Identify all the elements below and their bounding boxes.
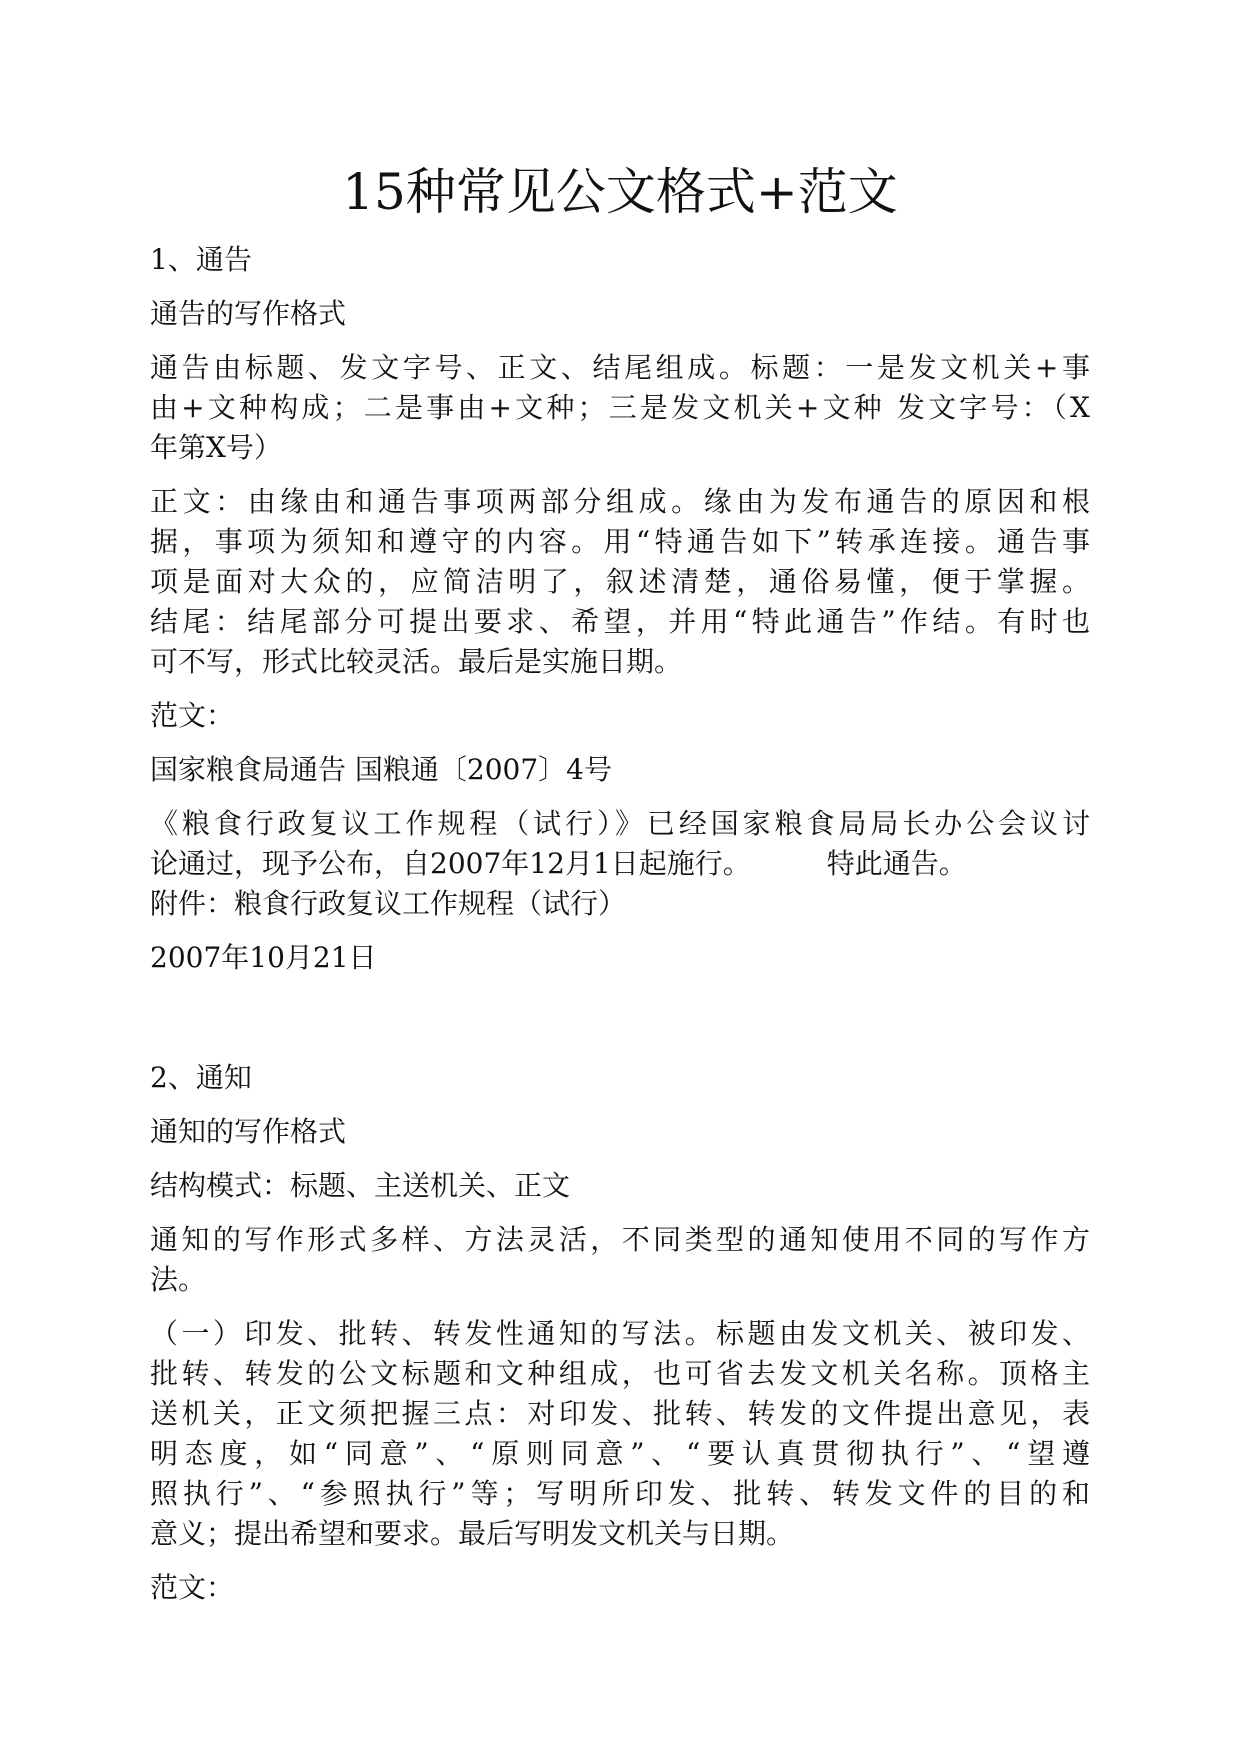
- section-2-subheading: 通知的写作格式: [150, 1115, 347, 1148]
- text-line: 通告由标题、发文字号、正文、结尾组成。标题：一是发文机关+事: [150, 351, 1090, 384]
- text-line: 批转、转发的公文标题和文种组成，也可省去发文机关名称。顶格主: [150, 1357, 1090, 1390]
- section-1-example-label: 范文：: [150, 699, 235, 732]
- section-1-paragraph-1: [150, 348, 1090, 468]
- document-body: [150, 240, 1090, 1608]
- text-line: 意义；提出希望和要求。最后写明发文机关与日期。: [150, 1517, 795, 1550]
- text-line: 送机关，正文须把握三点：对印发、批转、转发的文件提出意见，表: [150, 1397, 1090, 1430]
- text-line: 照执行”、“参照执行”等；写明所印发、批转、转发文件的目的和: [150, 1477, 1090, 1510]
- example-closing-text: 特此通告。: [826, 847, 967, 880]
- text-line: 通知的写作形式多样、方法灵活，不同类型的通知使用不同的写作方: [150, 1223, 1090, 1256]
- example-date: 2007年10月21日: [150, 941, 377, 974]
- text-line: 正文：由缘由和通告事项两部分组成。缘由为发布通告的原因和根: [150, 485, 1090, 518]
- text-line: 法。: [150, 1263, 207, 1296]
- document-title: 15种常见公文格式+范文: [342, 163, 898, 221]
- example-attachment: 附件：粮食行政复议工作规程（试行）: [150, 887, 627, 920]
- example-document-body: [150, 804, 1090, 924]
- section-2-paragraph-2: [150, 1314, 1090, 1554]
- text-line: 明态度，如“同意”、“原则同意”、“要认真贯彻执行”、“望遵: [150, 1437, 1090, 1470]
- text-line: 《粮食行政复议工作规程（试行）》已经国家粮食局局长办公会议讨: [150, 807, 1090, 840]
- text-line: 结尾：结尾部分可提出要求、希望，并用“特此通告”作结。有时也: [150, 605, 1090, 638]
- section-1-heading: 1、通告: [150, 243, 252, 276]
- example-document-title: 国家粮食局通告 国粮通〔2007〕4号: [150, 753, 612, 786]
- text-line: [150, 844, 1090, 884]
- text-line: 由+文种构成；二是事由+文种；三是发文机关+文种 发文字号：（X: [150, 391, 1090, 424]
- text-line: 项是面对大众的，应简洁明了，叙述清楚，通俗易懂，便于掌握。: [150, 565, 1090, 598]
- text-line: 年第X号）: [150, 431, 282, 464]
- section-1-paragraph-2: [150, 482, 1090, 682]
- section-1-subheading: 通告的写作格式: [150, 297, 347, 330]
- text-line: 可不写，形式比较灵活。最后是实施日期。: [150, 645, 683, 678]
- section-2-example-label: 范文：: [150, 1571, 235, 1604]
- section-2-structure: 结构模式：标题、主送机关、正文: [150, 1169, 571, 1202]
- section-2-paragraph-1: [150, 1220, 1090, 1300]
- section-2-heading: 2、通知: [150, 1061, 252, 1094]
- text-line: （一）印发、批转、转发性通知的写法。标题由发文机关、被印发、: [150, 1317, 1090, 1350]
- text-line: 据，事项为须知和遵守的内容。用“特通告如下”转承连接。通告事: [150, 525, 1090, 558]
- example-body-text: 论通过，现予公布，自2007年12月1日起施行。: [150, 847, 751, 880]
